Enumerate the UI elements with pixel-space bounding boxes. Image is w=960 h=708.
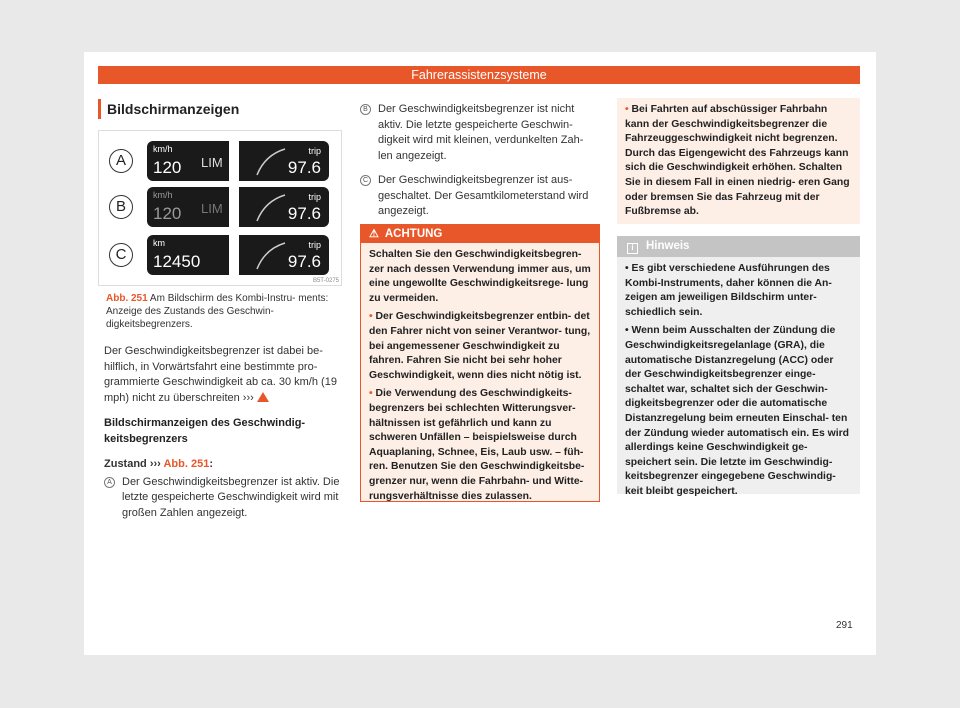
item-b-text: Der Geschwindigkeitsbegrenzer ist nicht aktiv. Die letzte gespeicherte Geschwin- digkeit wird mit kleinen, verdunkelten Zah- len angezeigt. <box>378 103 584 162</box>
note-box <box>617 236 860 497</box>
middle-column <box>360 100 600 229</box>
note-bullet-2 <box>625 324 852 499</box>
lim-label: LIM <box>201 155 223 170</box>
row-divider <box>229 235 239 275</box>
odometer-value: 12450 <box>153 252 201 271</box>
bullet-icon: • <box>625 104 632 115</box>
speed-value: 120 <box>153 158 182 177</box>
list-item-c <box>360 173 600 220</box>
warning-bullet-2 <box>369 387 591 504</box>
figure-dashboard <box>98 130 342 286</box>
note-body <box>617 257 860 509</box>
warning-bullet-2-text: Die Verwendung des Geschwindigkeits- begrenzers bei schlechten Witterungsver- hältnissen ist gefährlich und kann zu schweren Unfällen – beispielsweise durch Aquaplaning, Schnee, Eis, Laub usw. – füh- ren. Benutzen Sie den Geschwindigkeitsbe- grenzer nur, wenn die Fahrbahn- und Witte- rungsverhältnisse dies zulassen. <box>369 388 585 502</box>
warning-box <box>360 224 600 502</box>
subheading: Bildschirmanzeigen des Geschwindig- keitsbegrenzers <box>104 417 306 445</box>
figure-code: B5T-0275 <box>312 278 339 284</box>
warning-body <box>361 243 599 513</box>
trip-value: 97.6 <box>287 204 321 223</box>
zustand-label: Zustand ››› <box>104 458 161 470</box>
marker-b: B <box>360 104 371 115</box>
figure-letter-a: A <box>109 149 133 173</box>
note-title: Hinweis <box>646 240 690 252</box>
warning-icon[interactable] <box>257 392 269 402</box>
speed-value: 120 <box>153 204 182 223</box>
trip-label: trip <box>308 146 321 156</box>
trip-value: 97.6 <box>287 252 321 271</box>
warning-bullet-1 <box>369 310 591 383</box>
caption-text: Am Bildschirm des Kombi-Instru- ments: Anzeige des Zustands des Geschwin- digkeitsbegrenzers. <box>106 293 329 330</box>
bullet-icon: • <box>369 388 376 400</box>
warning-bullet-1-text: Der Geschwindigkeitsbegrenzer entbin- det den Fahrer nicht von seiner Verantwor- tung, bei angemessener Geschwindigkeit zu fahren. Fahren Sie nicht bei sehr hoher Geschwindigkeit, wenn dies nicht nötig ist. <box>369 311 591 381</box>
note-bullet-1 <box>625 262 852 320</box>
section-title: Bildschirmanzeigen <box>98 99 341 119</box>
intro-paragraph <box>104 344 340 406</box>
info-icon: i <box>627 243 638 254</box>
bullet-icon: • <box>625 325 632 337</box>
odometer-unit: km <box>153 238 165 248</box>
marker-a: A <box>104 477 115 488</box>
figure-caption <box>106 292 338 331</box>
figure-letter-c: C <box>109 243 133 267</box>
display-row-a <box>147 141 329 181</box>
figure-letter-b: B <box>109 195 133 219</box>
intro-text: Der Geschwindigkeitsbegrenzer ist dabei be- hilflich, in Vorwärtsfahrt eine bestimmte pro- grammierte Geschwindigkeit ab ca. 30 km/h (19 mph) nicht zu überschreiten ››› <box>104 345 337 404</box>
speed-unit: km/h <box>153 144 173 154</box>
chapter-header: Fahrerassistenzsysteme <box>98 66 860 84</box>
list-item-a <box>104 475 340 522</box>
zustand-colon: : <box>209 458 214 470</box>
left-column <box>104 344 340 521</box>
display-row-c <box>147 235 329 275</box>
row-divider <box>229 141 239 181</box>
warning-header <box>361 225 599 243</box>
trip-label: trip <box>308 240 321 250</box>
speed-unit: km/h <box>153 190 173 200</box>
marker-c: C <box>360 175 371 186</box>
warning-intro: Schalten Sie den Geschwindigkeitsbegren- zer nach dessen Verwendung immer aus, um eine ungewollte Geschwindigkeitsrege- lung zu vermeiden. <box>369 249 591 304</box>
continued-warning-box <box>617 98 860 224</box>
figure-reference-link[interactable]: Abb. 251 <box>163 458 210 470</box>
item-c-text: Der Geschwindigkeitsbegrenzer ist aus- geschaltet. Der Gesamtkilometerstand wird angezeigt. <box>378 174 589 217</box>
item-a-text: Der Geschwindigkeitsbegrenzer ist aktiv. Die letzte gespeicherte Geschwindigkeit wird mit großen Zahlen angezeigt. <box>122 475 340 519</box>
trip-label: trip <box>308 192 321 202</box>
warning-triangle-icon: ⚠ <box>369 228 379 240</box>
note-bullet-1-text: Es gibt verschiedene Ausführungen des Kombi-Instruments, daher können die An- zeigen am jeweiligen Bildschirm unter- schiedlich sein. <box>625 263 832 318</box>
warning-title: ACHTUNG <box>384 228 443 240</box>
note-header <box>617 236 860 257</box>
page-number: 291 <box>836 620 853 631</box>
lim-label: LIM <box>201 201 223 216</box>
continued-warning-text: Bei Fahrten auf abschüssiger Fahrbahn kann der Geschwindigkeitsbegrenzer die Fahrzeuggeschwindigkeit nicht begrenzen. Durch das Eigengewicht des Fahrzeugs kann sich die Geschwindigkeit erhöhen. Schalten Sie in diesem Fall in einen niedrig- eren Gang oder bremsen Sie das Fahrzeug mit der Fußbremse ab. <box>625 104 850 218</box>
row-divider <box>229 187 239 227</box>
bullet-icon: • <box>625 263 632 274</box>
list-item-b <box>360 102 600 164</box>
zustand-line <box>104 457 340 473</box>
note-bullet-2-text: Wenn beim Ausschalten der Zündung die Geschwindigkeitsregelanlage (GRA), die automatische Distanzregelung (ACC) oder der Geschwindigkeitsbegrenzer einge- schaltet war, schaltet sich der Geschwin- digkeitsbegrenzer oder die automatische Distanzregelung beim erneuten Einschal- ten der Zündung wieder automatisch ein. Es wird allerdings keine Geschwindigkeit ge- speichert sein. Die letzte im Geschwindig- keitsbegrenzer eingegebene Geschwindig- keit bleibt gespeichert. <box>625 325 850 497</box>
trip-value: 97.6 <box>287 158 321 177</box>
bullet-icon: • <box>369 311 376 323</box>
display-row-b <box>147 187 329 227</box>
caption-label: Abb. 251 <box>106 293 148 304</box>
